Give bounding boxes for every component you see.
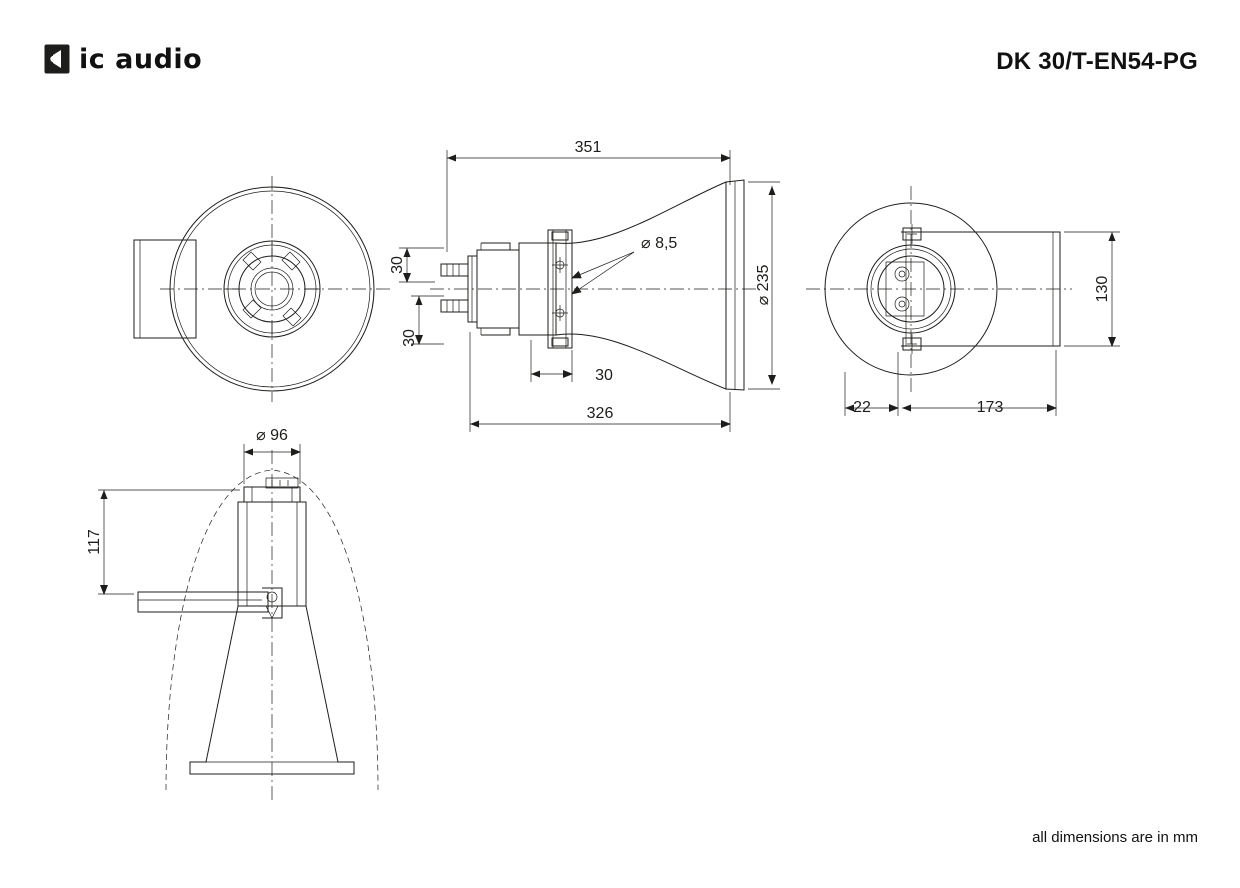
dim-horn-diameter: ⌀ 235: [755, 264, 772, 306]
rear-view: [806, 186, 1120, 416]
brand-name: ic audio: [79, 43, 203, 75]
units-note: all dimensions are in mm: [1032, 829, 1198, 846]
dim-173: 173: [976, 399, 1004, 416]
dim-326: 326: [586, 405, 614, 422]
dim-neck-diameter: ⌀ 96: [256, 427, 288, 444]
dim-30-bottom: 30: [401, 329, 418, 347]
dim-130: 130: [1094, 275, 1111, 303]
front-view: [134, 176, 392, 402]
dim-hole-diameter: ⌀ 8,5: [641, 235, 678, 252]
dim-22: 22: [853, 399, 871, 416]
side-view: [389, 139, 780, 432]
page-title: DK 30/T-EN54-PG: [996, 48, 1198, 75]
dim-117: 117: [86, 529, 103, 555]
bottom-view: [86, 427, 378, 800]
dim-30-top: 30: [389, 256, 406, 274]
dim-351: 351: [574, 139, 602, 156]
dim-30-bracket: 30: [595, 367, 613, 384]
